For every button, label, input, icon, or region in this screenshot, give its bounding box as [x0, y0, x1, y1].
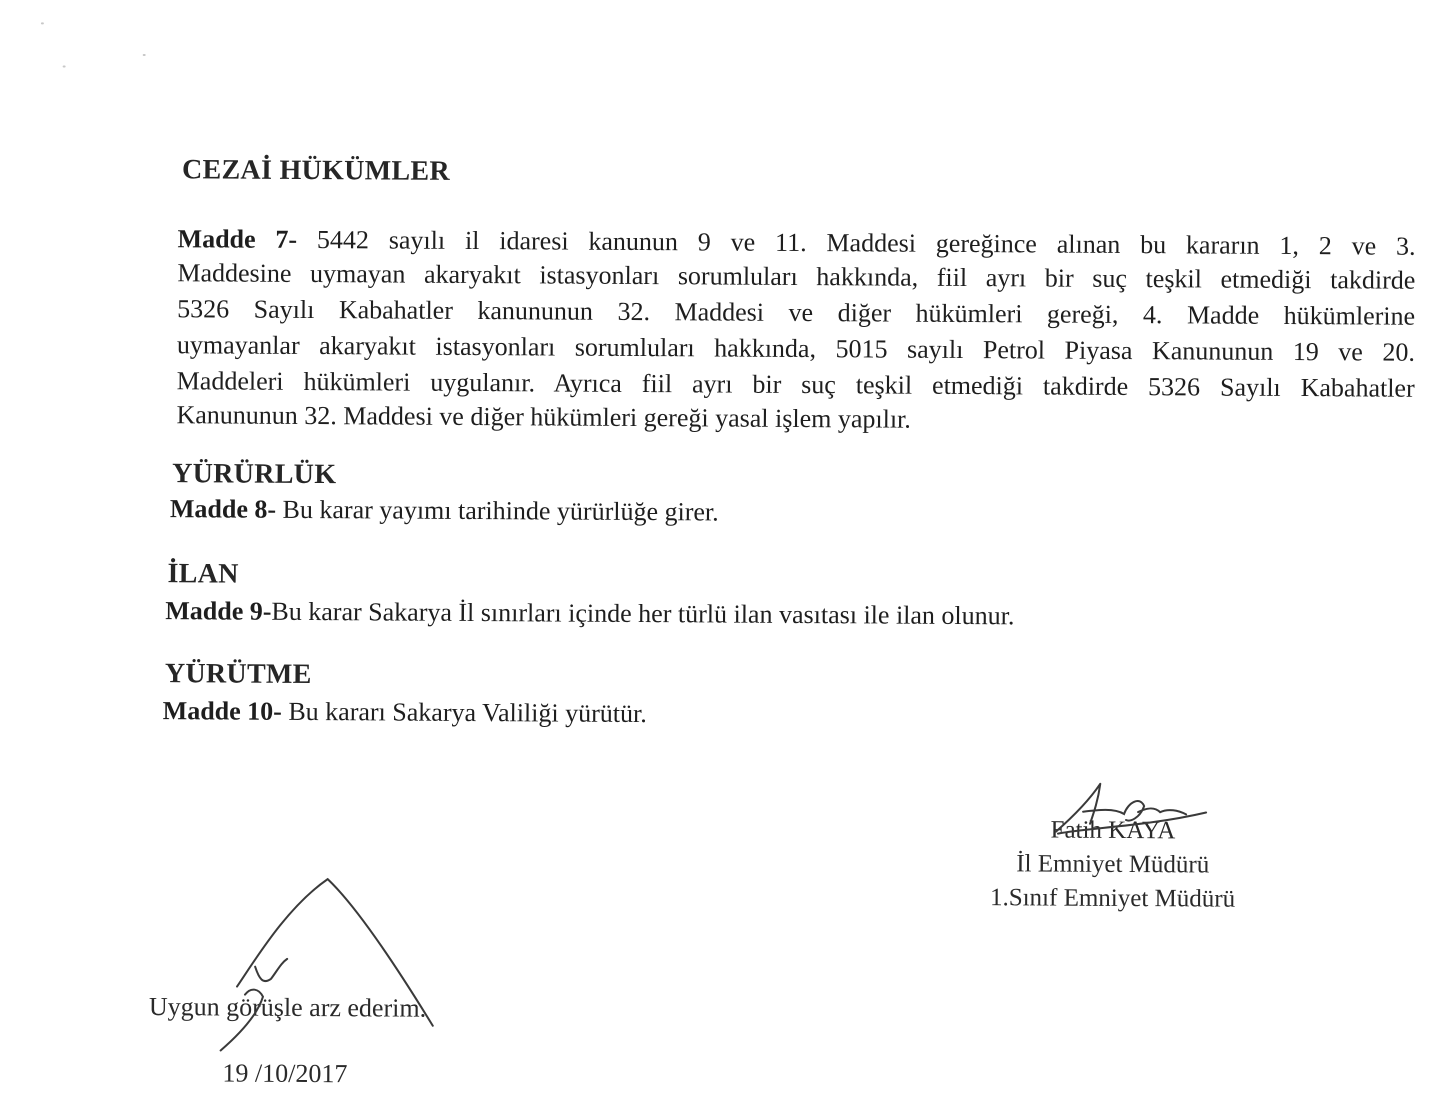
- section-title-cezai: CEZAİ HÜKÜMLER: [181, 154, 450, 187]
- section-title-yururluk: YÜRÜRLÜK: [172, 458, 337, 491]
- approval-signature-mark: [197, 866, 458, 1058]
- scan-speck: [143, 54, 146, 56]
- article-8-text: Bu karar yayımı tarihinde yürürlüğe girer.: [276, 494, 719, 527]
- article-9-label: Madde 9-: [165, 596, 272, 626]
- article-7-line-6: Kanununun 32. Maddesi ve diğer hükümleri gereği yasal işlem yapılır.: [176, 400, 911, 434]
- section-title-ilan: İLAN: [167, 558, 239, 590]
- signatory-name: Fatih KAYA: [1050, 816, 1176, 845]
- scan-speck: [41, 22, 44, 24]
- approval-text: Uygun görüşle arz ederim.: [148, 992, 427, 1023]
- article-7-label: Madde 7-: [177, 224, 298, 254]
- section-title-yurutme: YÜRÜTME: [164, 658, 312, 691]
- article-7-line-5: Maddeleri hükümleri uygulanır. Ayrıca fiil ayrı bir suç teşkil etmediği takdirde 5326 Sayılı Kabahatler: [176, 366, 1415, 403]
- article-10-text: Bu kararı Sakarya Valiliği yürütür.: [281, 696, 647, 729]
- article-7-line-3: 5326 Sayılı Kabahatler kanununun 32. Maddesi ve diğer hükümleri gereği, 4. Madde hükümlerine: [177, 294, 1416, 331]
- article-10: [163, 694, 647, 731]
- article-8-label: Madde 8-: [169, 494, 277, 524]
- article-9: [165, 594, 1014, 633]
- article-7-line-4: uymayanlar akaryakıt istasyonları sorumluları hakkında, 5015 sayılı Petrol Piyasa Kanununun 19 ve 20.: [176, 330, 1416, 367]
- signatory-rank: 1.Sınıf Emniyet Müdürü: [989, 884, 1236, 913]
- article-9-text: Bu karar Sakarya İl sınırları içinde her türlü ilan vasıtası ile ilan olunur.: [271, 596, 1015, 631]
- signatory-title: İl Emniyet Müdürü: [1016, 850, 1210, 879]
- article-7-text: 5442 sayılı il idaresi kanunun 9 ve 11. Maddesi gereğince alınan bu kararın 1, 2 ve 3.: [316, 225, 1416, 261]
- article-10-label: Madde 10-: [162, 696, 282, 726]
- article-7-line-2: Maddesine uymayan akaryakıt istasyonları sorumluları hakkında, fiil ayrı bir suç teşkil etmediği takdirde: [177, 258, 1416, 295]
- approval-date: 19 /10/2017: [222, 1058, 348, 1089]
- scan-speck: [63, 65, 66, 67]
- signature-mark: [1028, 771, 1229, 862]
- article-8: [170, 492, 719, 529]
